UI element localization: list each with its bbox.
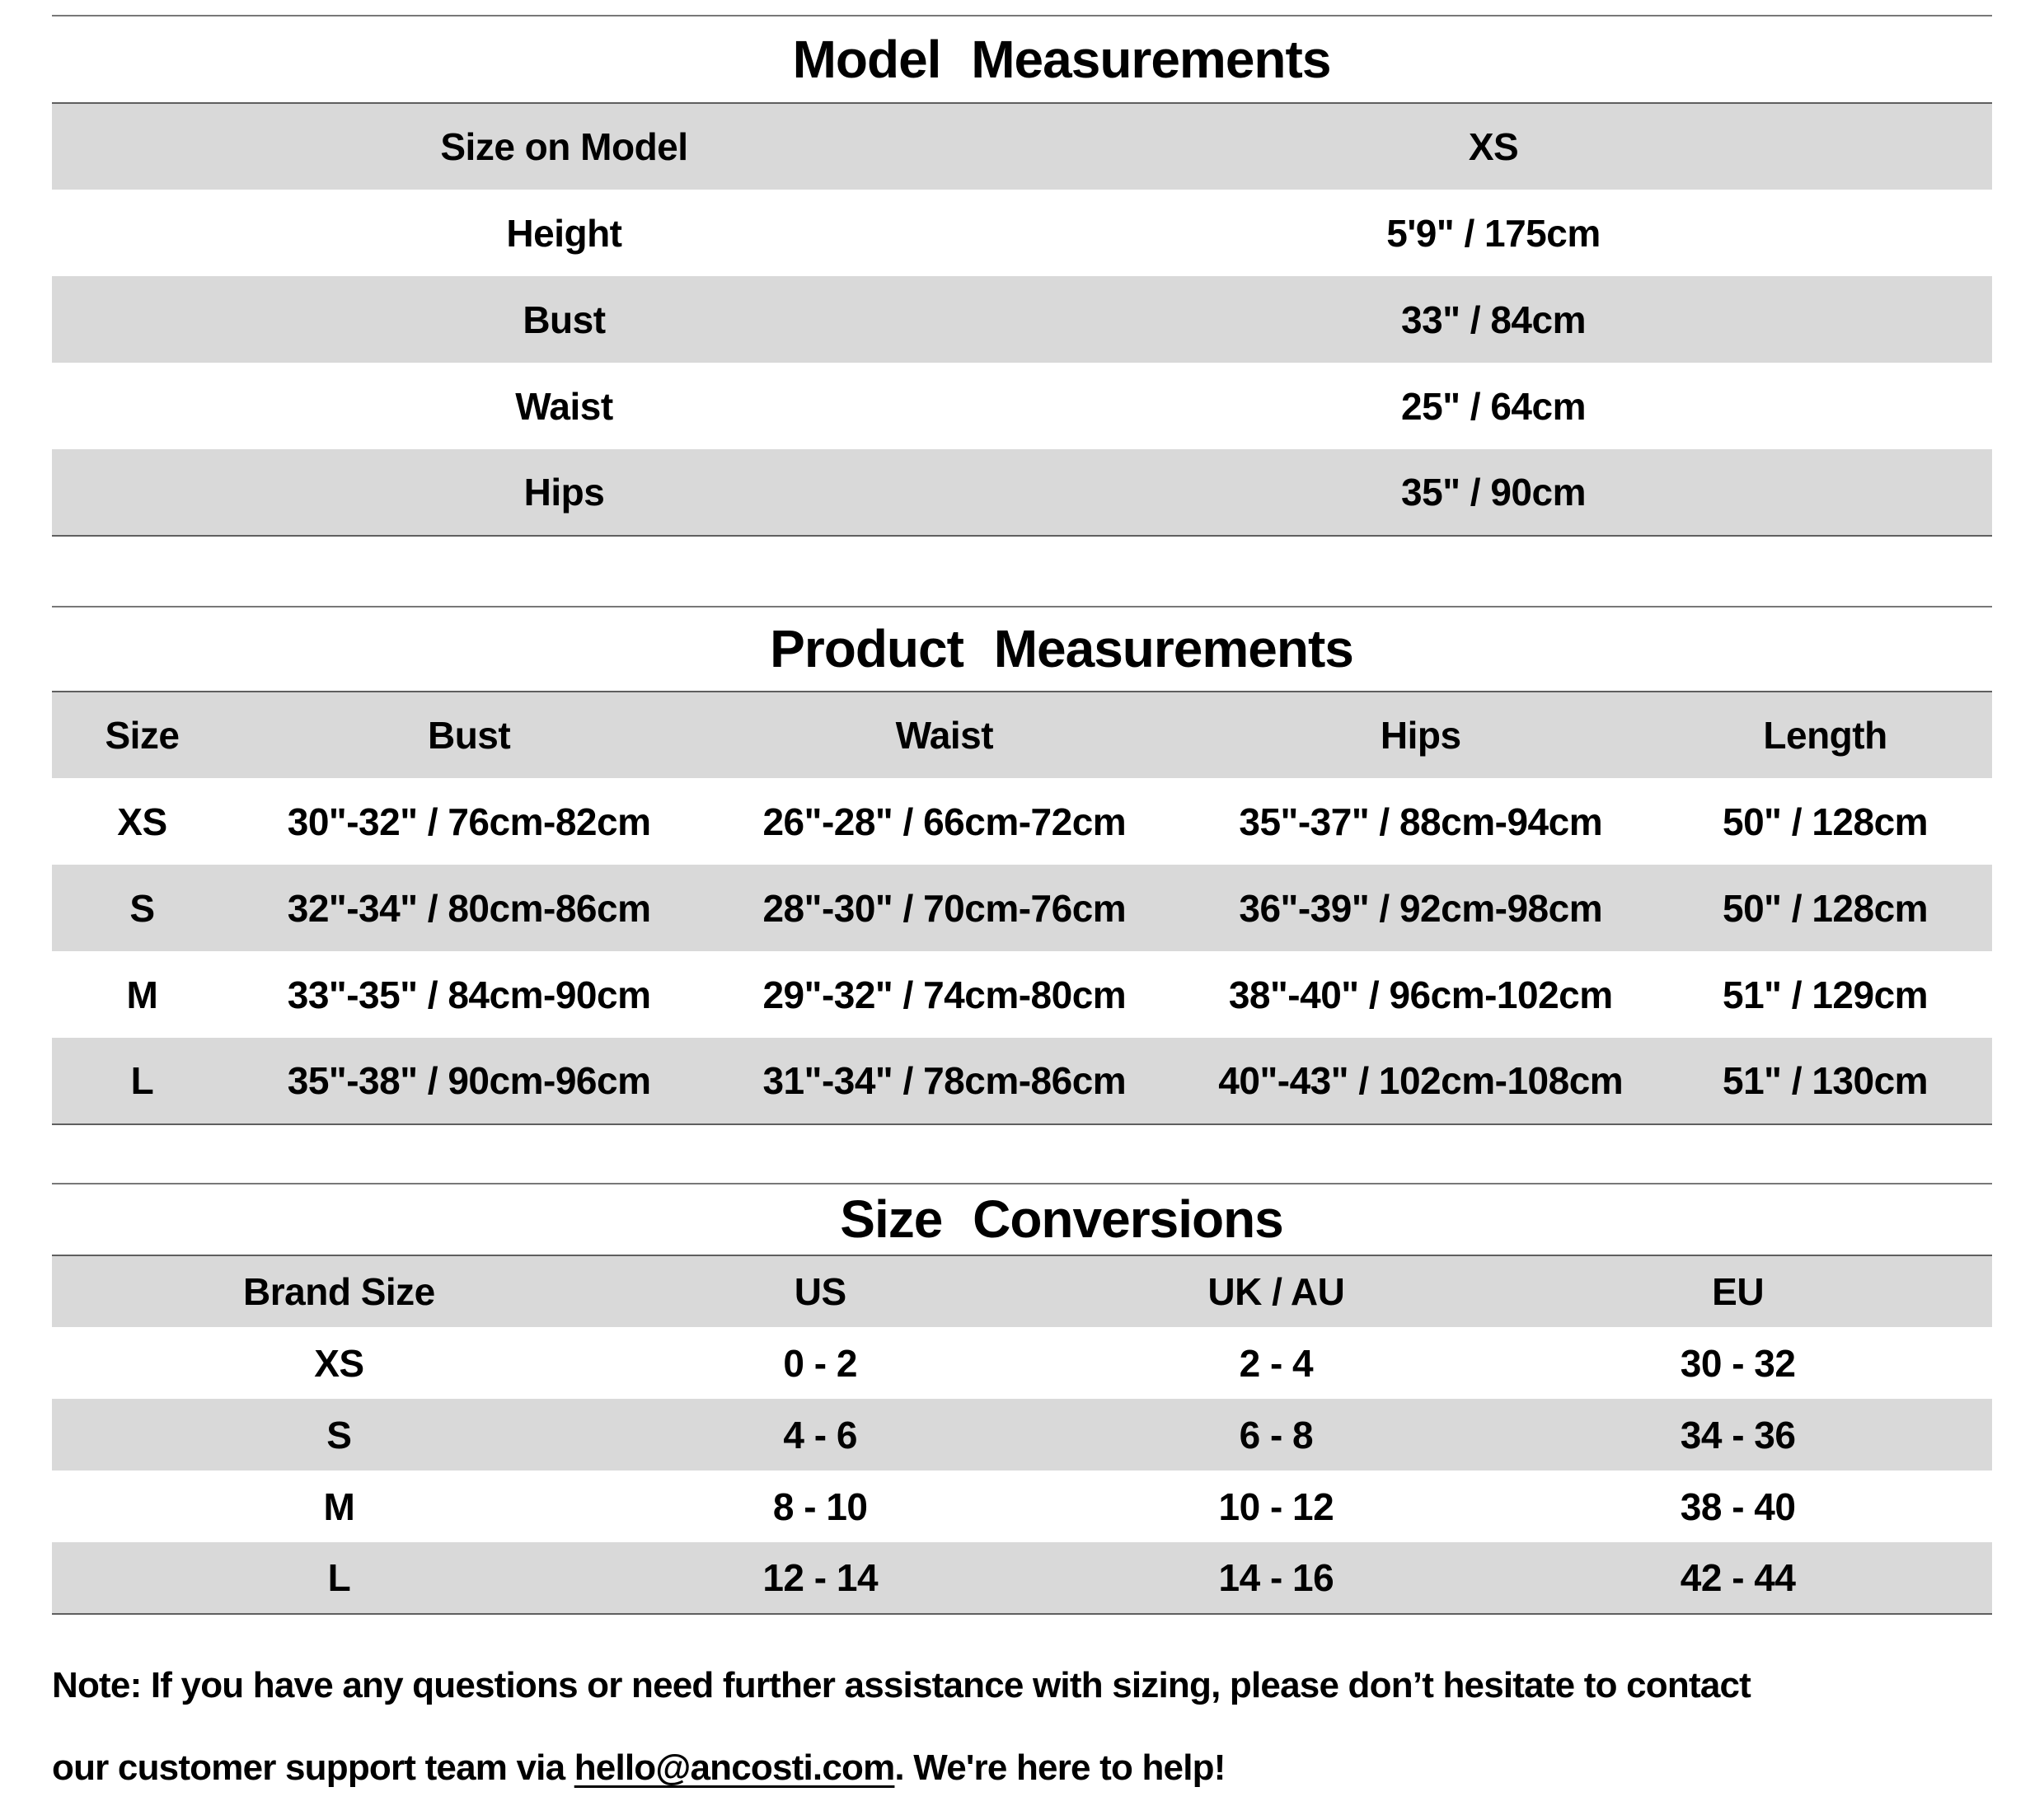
column-header-size: Size: [105, 714, 180, 757]
eu-size-cell: 30 - 32: [1680, 1341, 1796, 1385]
model-measurements-title: Model Measurements: [792, 30, 1331, 89]
model-row-value: 35" / 90cm: [1401, 471, 1586, 514]
model-row-value: 33" / 84cm: [1401, 298, 1586, 341]
spacer-cell: [1938, 1399, 1992, 1471]
us-size-cell: 0 - 2: [783, 1341, 857, 1385]
model-row-label: Height: [506, 211, 622, 255]
spacer-cell: [1910, 190, 1992, 276]
size-cell: M: [126, 973, 158, 1016]
us-size-cell: 12 - 14: [762, 1556, 879, 1599]
size-conversions-title: Size Conversions: [840, 1189, 1283, 1249]
waist-cell: 31"-34" / 78cm-86cm: [762, 1059, 1127, 1102]
us-size-cell: 8 - 10: [772, 1485, 868, 1528]
brand-size-cell: M: [323, 1485, 355, 1528]
waist-cell: 29"-32" / 74cm-80cm: [762, 973, 1127, 1016]
table-row: [52, 1038, 1992, 1124]
product-measurements-section: [52, 606, 1992, 1125]
hips-cell: 35"-37" / 88cm-94cm: [1239, 800, 1603, 843]
length-cell: 50" / 128cm: [1723, 886, 1929, 930]
spacer-cell: [1910, 276, 1992, 363]
model-measurements-section: [52, 15, 1992, 537]
uk-au-size-cell: 14 - 16: [1218, 1556, 1334, 1599]
size-cell: S: [129, 886, 155, 930]
note-line-1: Note: If you have any questions or need further assistance with sizing, please don’t hesitate to contact: [52, 1665, 1751, 1705]
table-row: [52, 449, 1992, 536]
table-row: [52, 190, 1992, 276]
column-header-waist: Waist: [895, 714, 994, 757]
column-header-bust: Bust: [427, 714, 511, 757]
eu-size-cell: 38 - 40: [1680, 1485, 1796, 1528]
eu-size-cell: 34 - 36: [1680, 1413, 1796, 1456]
hips-cell: 38"-40" / 96cm-102cm: [1228, 973, 1613, 1016]
spacer-cell: [1910, 363, 1992, 449]
spacer-cell: [1910, 449, 1992, 536]
table-header-row: [52, 692, 1992, 778]
model-row-label: Size on Model: [440, 125, 688, 168]
spacer-cell: [1910, 103, 1992, 190]
hips-cell: 36"-39" / 92cm-98cm: [1239, 886, 1603, 930]
length-cell: 51" / 130cm: [1723, 1059, 1929, 1102]
bust-cell: 30"-32" / 76cm-82cm: [287, 800, 651, 843]
support-email-link[interactable]: hello@ancosti.com: [574, 1747, 895, 1788]
brand-size-cell: XS: [314, 1341, 364, 1385]
size-conversions-section: [52, 1183, 1992, 1615]
sizing-note: [52, 1644, 1992, 1809]
table-row: [52, 1327, 1992, 1399]
column-header-length: Length: [1763, 714, 1887, 757]
table-row: [52, 778, 1992, 865]
table-row: [52, 363, 1992, 449]
column-header-hips: Hips: [1380, 714, 1461, 757]
us-size-cell: 4 - 6: [783, 1413, 857, 1456]
model-row-value: 5'9" / 175cm: [1386, 211, 1601, 255]
bust-cell: 33"-35" / 84cm-90cm: [287, 973, 651, 1016]
uk-au-size-cell: 2 - 4: [1239, 1341, 1314, 1385]
brand-size-cell: L: [327, 1556, 351, 1599]
waist-cell: 26"-28" / 66cm-72cm: [762, 800, 1127, 843]
table-row: [52, 951, 1992, 1038]
spacer-cell: [1938, 1327, 1992, 1399]
length-cell: 51" / 129cm: [1723, 973, 1929, 1016]
hips-cell: 40"-43" / 102cm-108cm: [1218, 1059, 1624, 1102]
product-measurements-title: Product Measurements: [770, 619, 1353, 678]
length-cell: 50" / 128cm: [1723, 800, 1929, 843]
size-cell: L: [130, 1059, 154, 1102]
model-measurements-table: [52, 102, 1992, 537]
model-row-label: Hips: [523, 471, 605, 514]
table-row: [52, 1399, 1992, 1471]
size-cell: XS: [117, 800, 167, 843]
size-conversions-table: [52, 1255, 1992, 1615]
spacer-cell: [1938, 1542, 1992, 1614]
column-header-eu: EU: [1712, 1270, 1765, 1313]
column-header-us: US: [794, 1270, 846, 1313]
column-header-brand-size: Brand Size: [243, 1270, 435, 1313]
table-row: [52, 1471, 1992, 1542]
table-row: [52, 1542, 1992, 1614]
bust-cell: 35"-38" / 90cm-96cm: [287, 1059, 651, 1102]
uk-au-size-cell: 6 - 8: [1239, 1413, 1314, 1456]
model-row-label: Bust: [523, 298, 606, 341]
table-row: [52, 276, 1992, 363]
waist-cell: 28"-30" / 70cm-76cm: [762, 886, 1127, 930]
column-header-uk-au: UK / AU: [1207, 1270, 1345, 1313]
table-row: [52, 103, 1992, 190]
eu-size-cell: 42 - 44: [1680, 1556, 1796, 1599]
spacer-cell: [1938, 1471, 1992, 1542]
note-line-2-suffix: . We're here to help!: [894, 1747, 1226, 1788]
product-measurements-table: [52, 691, 1992, 1125]
model-row-value: XS: [1468, 125, 1519, 168]
table-header-row: [52, 1255, 1992, 1327]
uk-au-size-cell: 10 - 12: [1218, 1485, 1334, 1528]
brand-size-cell: S: [326, 1413, 352, 1456]
model-row-label: Waist: [515, 384, 613, 428]
note-line-2-prefix: our customer support team via: [52, 1747, 574, 1788]
bust-cell: 32"-34" / 80cm-86cm: [287, 886, 651, 930]
table-row: [52, 865, 1992, 951]
spacer-cell: [1938, 1255, 1992, 1327]
model-row-value: 25" / 64cm: [1401, 384, 1586, 428]
note-line-2: [52, 1727, 1992, 1809]
